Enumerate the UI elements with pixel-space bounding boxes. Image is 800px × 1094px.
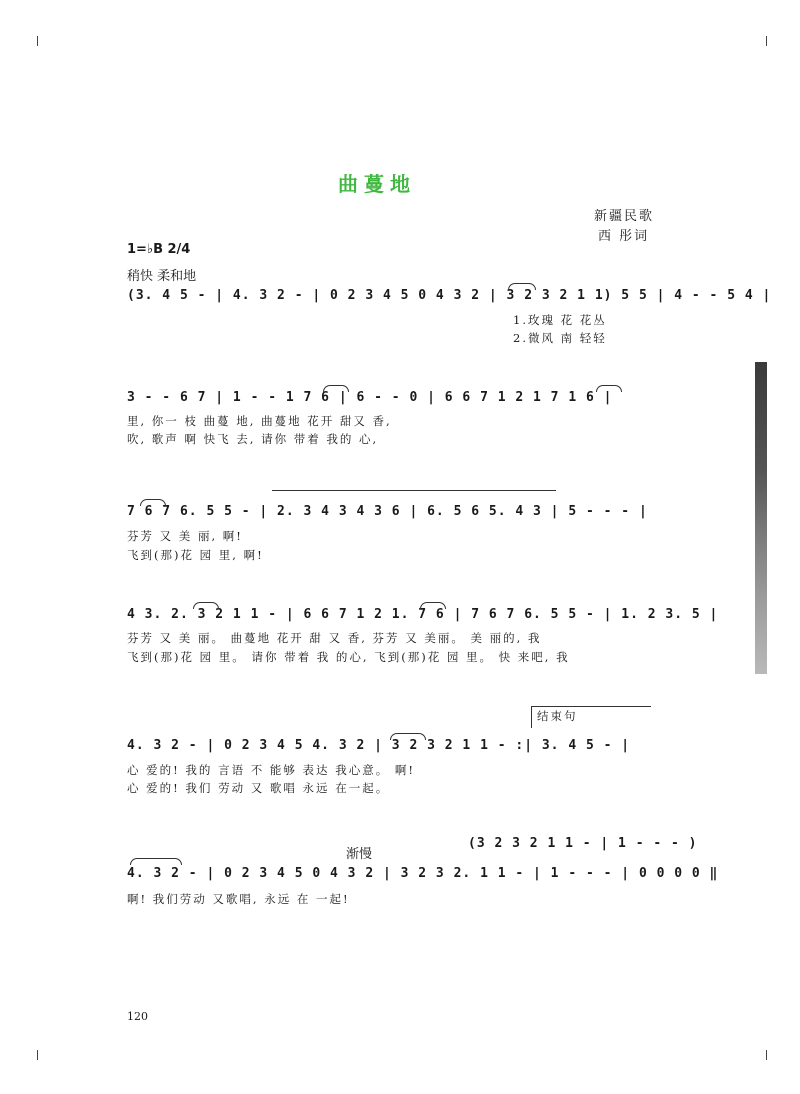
- origin-credit: 新疆民歌: [594, 209, 655, 224]
- system-5-tie: [390, 733, 426, 740]
- system-6-lyric-1: 啊! 我们劳动 又歌唱, 永远 在 一起!: [127, 892, 350, 906]
- system-2-lyric-1: 里, 你一 枝 曲蔓 地, 曲蔓地 花开 甜又 香,: [127, 414, 392, 428]
- system-6-upper-notes: (3 2 3 2 1 1 - | 1 - - - ): [468, 836, 698, 851]
- system-4-lyric-1: 芬芳 又 美 丽。 曲蔓地 花开 甜 又 香, 芬芳 又 美丽。 美 丽的, 我: [127, 631, 542, 645]
- system-2-lyric-2: 吹, 歌声 啊 快飞 去, 请你 带着 我的 心,: [127, 432, 379, 446]
- system-1-notes: (3. 4 5 - | 4. 3 2 - | 0 2 3 4 5 0 4 3 2 | 3 2 3 2 1 1) 5 5 | 4 - - 5 4 |: [127, 288, 772, 303]
- system-4-lyric-2: 飞到(那)花 园 里。 请你 带着 我 的心, 飞到(那)花 园 里。 快 来吧, 我: [127, 650, 570, 664]
- song-title: 曲蔓地: [338, 172, 416, 196]
- system-2-tie-b: [596, 385, 622, 392]
- crop-mark-bottom-right: [766, 1050, 767, 1060]
- system-6-notes: 4. 3 2 - | 0 2 3 4 5 0 4 3 2 | 3 2 3 2. 1 1 - | 1 - - - | 0 0 0 0 ‖: [127, 866, 719, 881]
- page-number: 120: [127, 1010, 148, 1023]
- system-5-lyric-2: 心 爱的! 我们 劳动 又 歌唱 永远 在一起。: [127, 781, 390, 795]
- system-3-lyric-1: 芬芳 又 美 丽, 啊!: [127, 529, 243, 543]
- system-3-notes: 7 6 7 6. 5 5 - | 2. 3 4 3 4 3 6 | 6. 5 6 5. 4 3 | 5 - - - |: [127, 504, 648, 519]
- crop-mark-bottom-left: [37, 1050, 38, 1060]
- side-edge-band: [755, 362, 767, 674]
- tempo-marking: 稍快 柔和地: [127, 269, 197, 284]
- ending-bracket-left: [531, 706, 532, 728]
- system-6-tie: [130, 858, 182, 865]
- system-1-lyric-2: 2.微风 南 轻轻: [513, 331, 607, 345]
- crop-mark-top-right: [766, 36, 767, 46]
- system-4-tie-a: [193, 602, 219, 609]
- ending-bracket-top: [531, 706, 651, 707]
- system-2-notes: 3 - - 6 7 | 1 - - 1 7 6 | 6 - - 0 | 6 6 7 1 2 1 7 1 6 |: [127, 390, 613, 405]
- lyricist-credit: 西 彤词: [598, 229, 650, 244]
- system-3-tie: [140, 499, 166, 506]
- system-4-notes: 4 3. 2. 3 2 1 1 - | 6 6 7 1 2 1. 7 6 | 7 6 7 6. 5 5 - | 1. 2 3. 5 |: [127, 607, 719, 622]
- key-signature: 1=♭B 2/4: [127, 242, 191, 257]
- system-6-tempo-mark: 渐慢: [346, 847, 373, 862]
- system-5-lyric-1: 心 爱的! 我的 言语 不 能够 表达 我心意。 啊!: [127, 763, 415, 777]
- system-4-tie-b: [420, 602, 446, 609]
- ending-label: 结束句: [537, 709, 578, 723]
- system-1-lyric-1: 1.玫瑰 花 花丛: [513, 313, 607, 327]
- crop-mark-top-left: [37, 36, 38, 46]
- system-5-notes: 4. 3 2 - | 0 2 3 4 5 4. 3 2 | 3 2 3 2 1 1 - :| 3. 4 5 - |: [127, 738, 631, 753]
- system-3-lyric-2: 飞到(那)花 园 里, 啊!: [127, 548, 264, 562]
- system-2-tie-a: [323, 385, 349, 392]
- system-3-slur: [272, 490, 556, 491]
- system-1-tie: [508, 283, 536, 290]
